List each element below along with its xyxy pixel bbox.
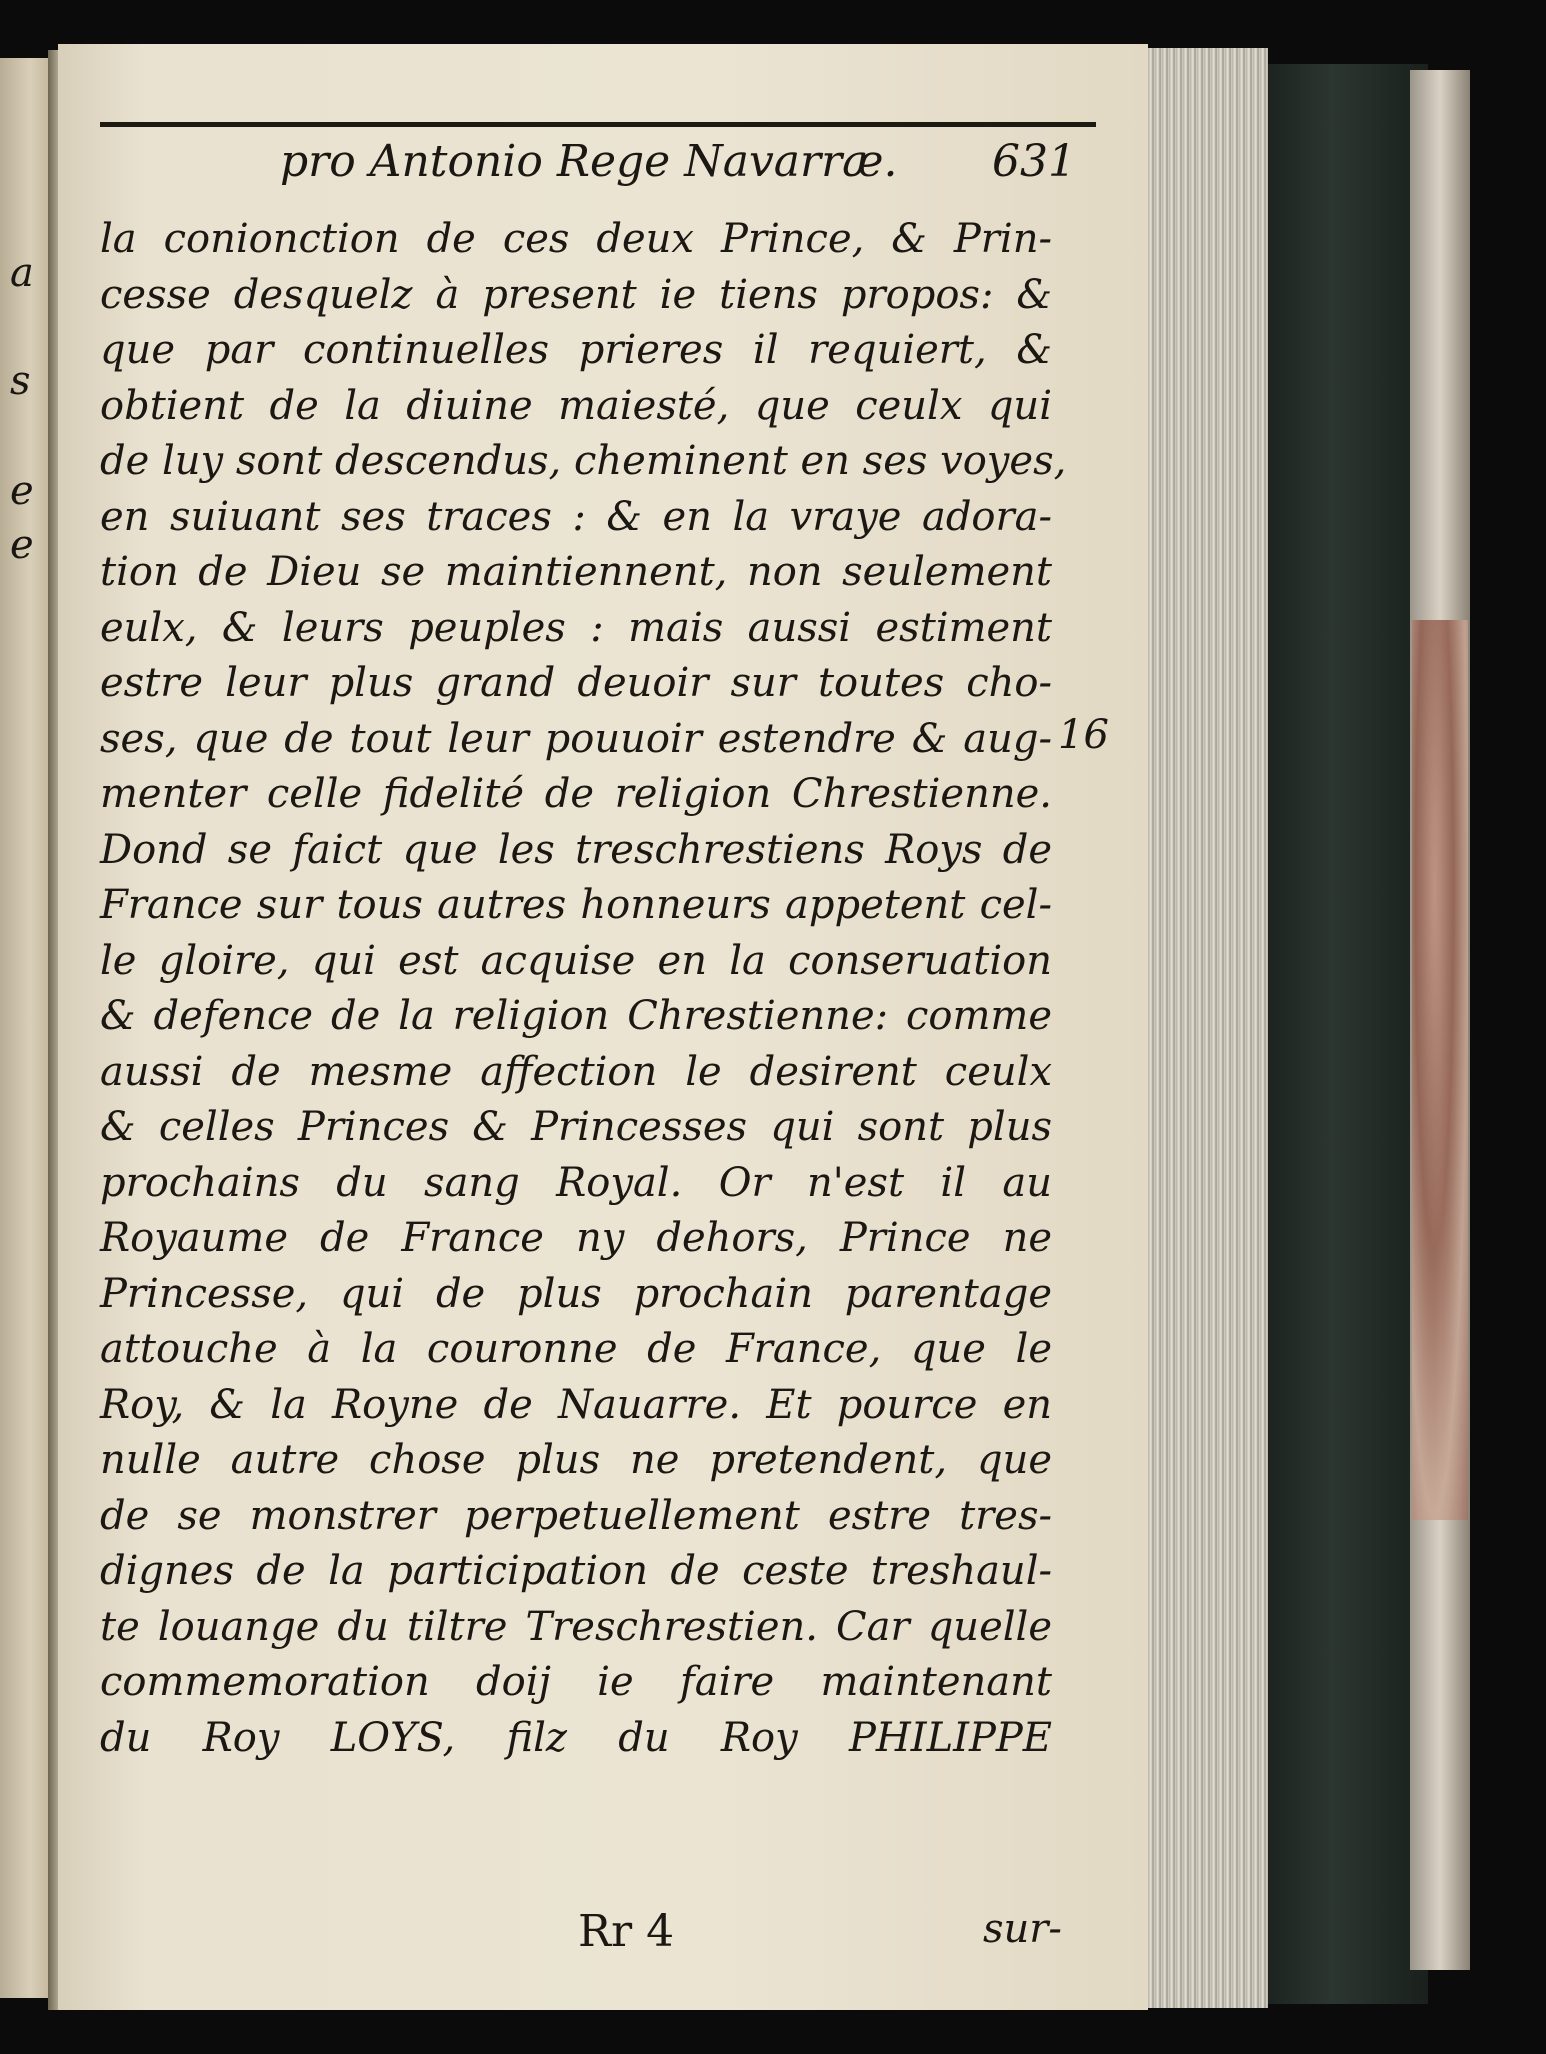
text-line: te louange du tiltre Treschrestien. Car quelle	[100, 1603, 1052, 1650]
text-line: ses, que de tout leur pouuoir estendre & aug-	[100, 715, 1052, 762]
body-text	[100, 212, 1067, 1766]
margin-number: 16	[1058, 712, 1109, 758]
text-line: prochains du sang Royal. Or n'est il au	[100, 1159, 1052, 1206]
text-line: Roy, & la Royne de Nauarre. Et pource en	[100, 1381, 1052, 1428]
text-line: commemoration doij ie faire maintenant	[100, 1659, 1052, 1705]
text-line: la conionction de ces deux Prince, & Prin-	[100, 216, 1052, 262]
left-page-letter: e	[10, 522, 34, 568]
text-line: en suiuant ses traces : & en la vraye adora-	[100, 493, 1052, 540]
text-line: aussi de mesme affection le desirent ceulx	[100, 1048, 1052, 1095]
text-line: obtient de la diuine maiesté, que ceulx qui	[100, 382, 1052, 429]
left-page-fragment	[0, 58, 50, 1998]
text-line: & celles Princes & Princesses qui sont plus	[100, 1104, 1052, 1150]
text-line: France sur tous autres honneurs appetent cel-	[100, 882, 1052, 928]
text-line: que par continuelles prieres il requiert, &	[100, 327, 1052, 373]
left-page-letter: e	[10, 468, 34, 514]
text-line: nulle autre chose plus ne pretendent, que	[100, 1437, 1052, 1483]
page-number: 631	[992, 136, 1076, 187]
book-page	[58, 44, 1148, 2010]
running-header	[100, 136, 1096, 196]
catchword: sur-	[983, 1906, 1062, 1952]
text-line: cesse desquelz à present ie tiens propos: &	[100, 271, 1052, 318]
page-edges	[1148, 48, 1268, 2008]
text-line: estre leur plus grand deuoir sur toutes cho-	[100, 660, 1052, 706]
text-line: du Roy LOYS, filz du Roy PHILIPPE	[100, 1714, 1052, 1761]
text-line: menter celle fidelité de religion Chrestienne.	[100, 771, 1052, 817]
text-line: tion de Dieu se maintiennent, non seulement	[100, 549, 1052, 595]
text-line: Dond se faict que les treschrestiens Roys de	[100, 826, 1052, 873]
text-line: Royaume de France ny dehors, Prince ne	[100, 1215, 1052, 1261]
signature-mark: Rr 4	[578, 1906, 675, 1957]
running-title: pro Antonio Rege Navarræ.	[280, 136, 898, 187]
header-rule	[100, 122, 1096, 127]
marbled-endpaper	[1412, 620, 1468, 1520]
text-line: dignes de la participation de ceste treshaul-	[100, 1548, 1052, 1594]
text-block-edge	[1268, 64, 1428, 2004]
text-line: eulx, & leurs peuples : mais aussi estiment	[100, 604, 1052, 651]
text-line: Princesse, qui de plus prochain parentage	[100, 1270, 1052, 1317]
page-footer	[58, 1906, 1148, 1966]
left-page-letter: s	[10, 358, 31, 404]
left-page-letter: a	[10, 250, 34, 296]
text-line: de se monstrer perpetuellement estre tres-	[100, 1492, 1052, 1539]
text-line: le gloire, qui est acquise en la conseruation	[100, 937, 1052, 984]
text-line: attouche à la couronne de France, que le	[100, 1326, 1052, 1372]
text-line: & defence de la religion Chrestienne: comme	[100, 993, 1052, 1039]
text-line: de luy sont descendus, cheminent en ses voyes,	[100, 438, 1067, 484]
